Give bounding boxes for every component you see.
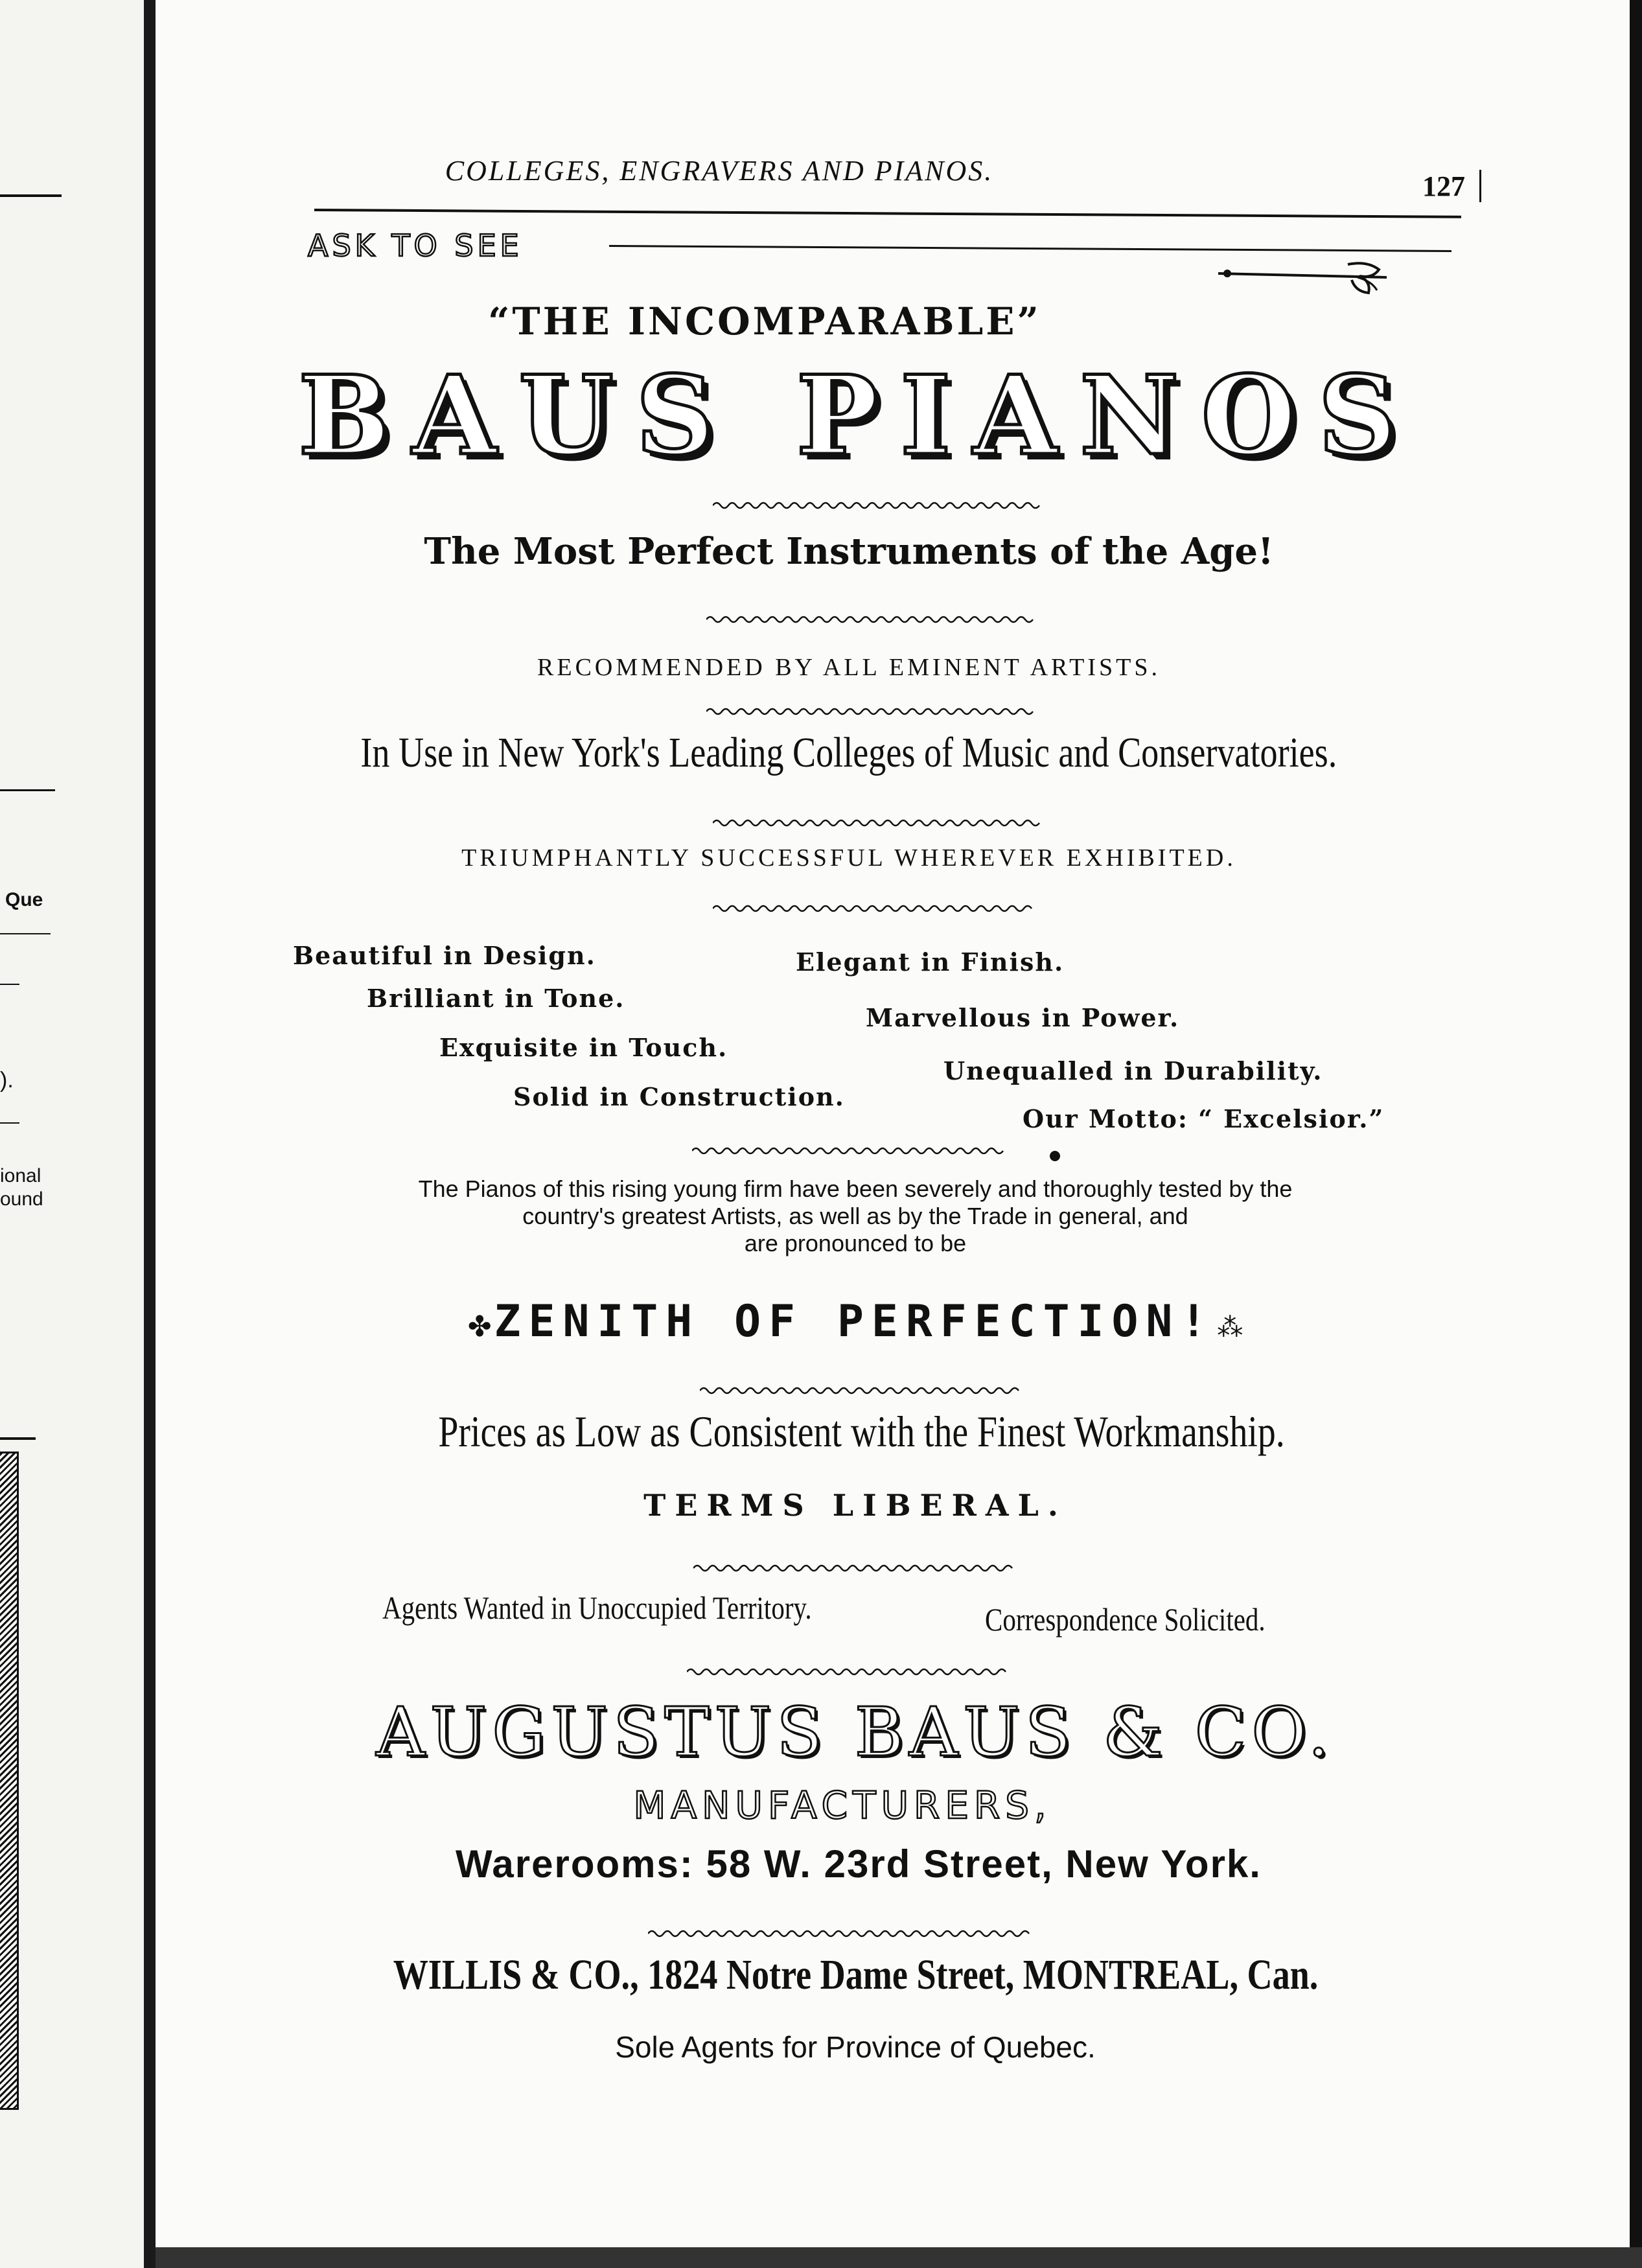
left-rule — [0, 1122, 19, 1124]
left-rule — [0, 789, 55, 791]
zenith-text: ZENITH OF PERFECTION! — [494, 1296, 1215, 1347]
wavy-divider — [713, 903, 1037, 914]
header-rule — [314, 209, 1461, 218]
warerooms-address: Warerooms: 58 W. 23rd Street, New York. — [456, 1842, 1262, 1886]
zenith-line — [156, 1296, 1555, 1347]
engraving-fragment — [0, 1452, 19, 2110]
in-use-text: In Use in New York's Leading Colleges of Music and Conservatories. — [360, 729, 1337, 776]
page-number: 127 — [1422, 170, 1465, 202]
wavy-divider — [713, 500, 1043, 511]
body-line: The Pianos of this rising young firm have been severely and thoroughly tested by the — [418, 1175, 1293, 1202]
feature-right-3: Unequalled in Durability. — [943, 1056, 1323, 1085]
ornament-right-icon: ⁂ — [1217, 1313, 1243, 1343]
left-rule — [0, 984, 19, 985]
correspondence — [985, 1601, 1327, 1638]
feature-left-2: Brilliant in Tone. — [367, 984, 625, 1013]
feature-left-4: Solid in Construction. — [513, 1082, 845, 1111]
willis-line — [156, 1949, 1555, 2000]
body-paragraph — [156, 1175, 1555, 1257]
sole-agents: Sole Agents for Province of Quebec. — [615, 2030, 1096, 2064]
page-gutter — [144, 0, 156, 2268]
company-name: AUGUSTUS BAUS & CO. — [376, 1693, 1335, 1772]
left-rule — [0, 933, 51, 934]
left-fragment-text: ). — [0, 1068, 14, 1093]
correspondence-text: Correspondence Solicited. — [985, 1601, 1266, 1637]
wavy-divider — [700, 1385, 1024, 1396]
left-fragment-text: ional — [0, 1165, 41, 1186]
terms-liberal: TERMS LIBERAL. — [643, 1488, 1067, 1523]
brand-title: BAUS PIANOS — [298, 351, 1419, 480]
body-line: country's greatest Artists, as well as by the Trade in general, and — [522, 1203, 1188, 1229]
manufacturers-label: MANUFACTURERS, — [633, 1783, 1052, 1827]
left-rule — [0, 1437, 36, 1440]
prices-text: Prices as Low as Consistent with the Finest Workmanship. — [438, 1407, 1286, 1456]
feature-left-3: Exquisite in Touch. — [439, 1033, 728, 1062]
ask-rule — [609, 245, 1451, 252]
agents-wanted — [382, 1589, 906, 1626]
slogan: The Most Perfect Instruments of the Age! — [424, 530, 1274, 573]
in-use-line — [156, 728, 1542, 778]
left-fragment-text: ound — [0, 1188, 43, 1210]
recommended-line: RECOMMENDED BY ALL EMINENT ARTISTS. — [537, 654, 1161, 681]
feature-right-1: Elegant in Finish. — [796, 947, 1065, 977]
right-edge-shadow — [1630, 0, 1642, 2268]
header-mark — [1479, 170, 1481, 202]
prices-line — [156, 1406, 1568, 1457]
wavy-divider — [693, 1563, 1017, 1573]
wavy-divider — [648, 1928, 1030, 1939]
wavy-divider — [692, 1144, 1068, 1164]
feature-right-2: Marvellous in Power. — [866, 1003, 1180, 1032]
wavy-divider — [706, 706, 1043, 717]
wavy-divider — [706, 614, 1043, 625]
willis-text: WILLIS & CO., 1824 Notre Dame Street, MONTREAL, Can. — [393, 1951, 1318, 1998]
agents-wanted-text: Agents Wanted in Unoccupied Territory. — [382, 1590, 812, 1626]
triumphantly-line: TRIUMPHANTLY SUCCESSFUL WHEREVER EXHIBITED. — [461, 844, 1236, 872]
ornament-left-icon: ✤ — [467, 1310, 492, 1343]
bottom-edge-shadow — [156, 2247, 1642, 2268]
incomparable-tagline: “THE INCOMPARABLE” — [488, 299, 1041, 343]
wavy-divider — [687, 1667, 1011, 1677]
ask-to-see: ASK TO SEE — [308, 228, 523, 263]
feature-left-1: Beautiful in Design. — [293, 941, 596, 970]
running-header: COLLEGES, ENGRAVERS AND PIANOS. — [445, 155, 994, 187]
wavy-divider — [713, 818, 1050, 828]
left-fragment-text: Que — [5, 889, 43, 910]
left-rule — [0, 194, 62, 197]
feature-right-4: Our Motto: “ Excelsior.” — [1023, 1104, 1385, 1133]
body-line: are pronounced to be — [744, 1230, 967, 1256]
facing-page-edge — [0, 0, 146, 2268]
